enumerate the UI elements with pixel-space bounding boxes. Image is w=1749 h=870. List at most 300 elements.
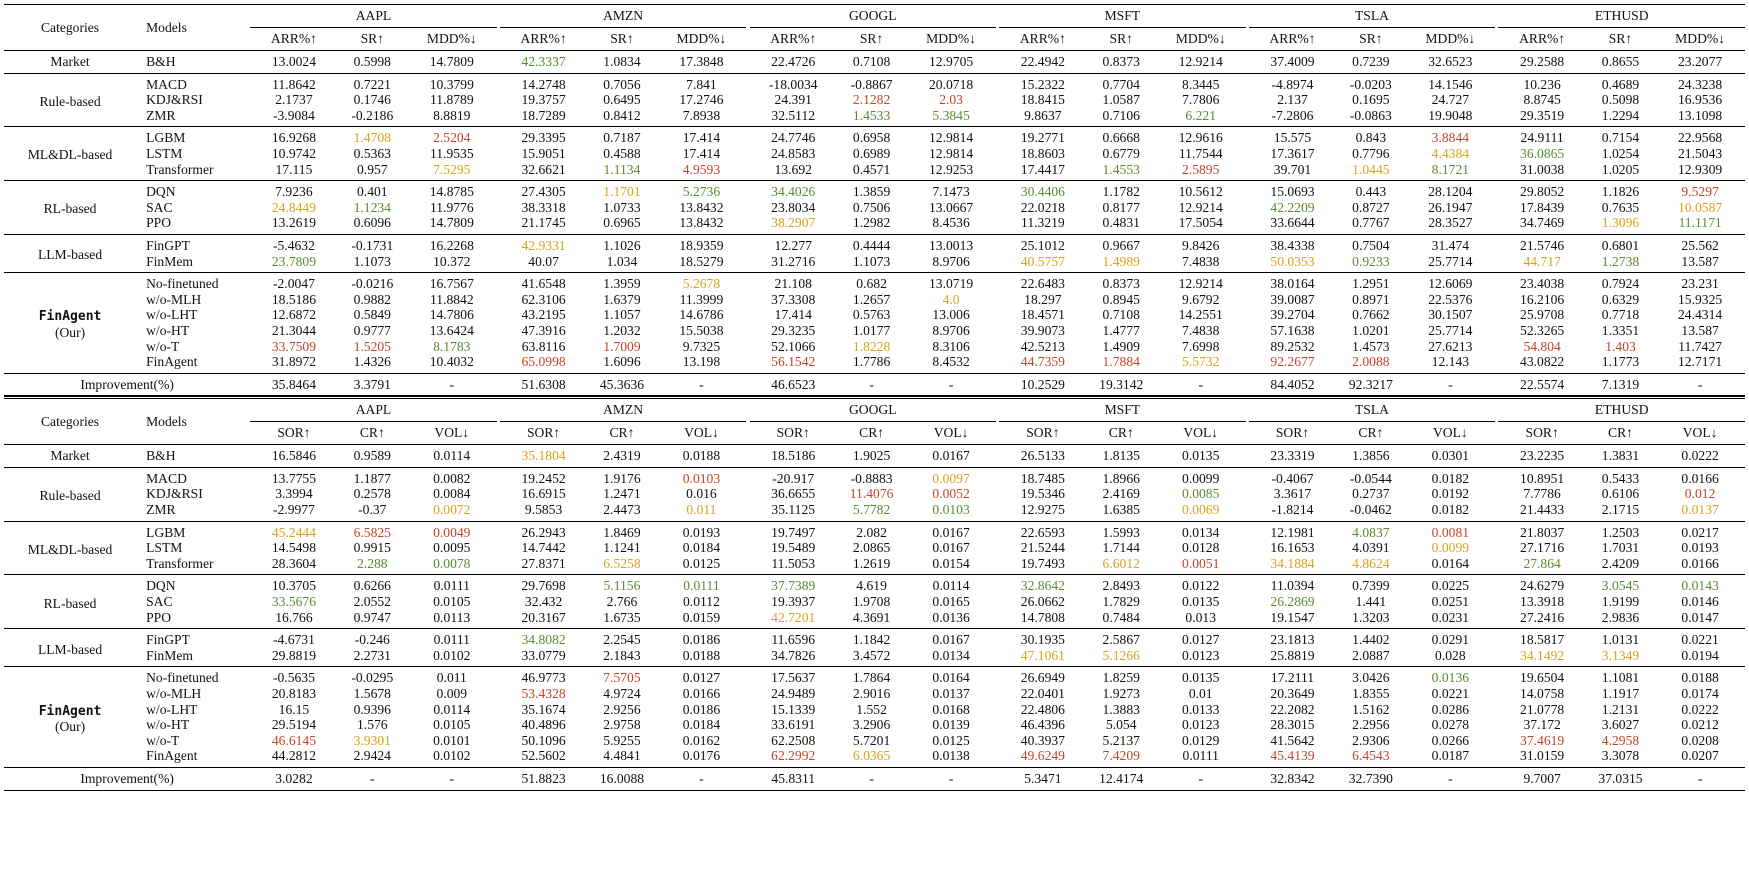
- metric-header: VOL↓: [933, 425, 969, 441]
- value-cell: 1.3859: [837, 181, 906, 200]
- value-cell: 22.6483: [999, 273, 1086, 292]
- value-cell: 13.0719: [906, 273, 996, 292]
- value-cell: 54.804: [1523, 338, 1561, 354]
- value-cell: 1.0201: [1352, 322, 1390, 338]
- value-cell: 0.0069: [1182, 502, 1220, 518]
- metric-header: SOR↑: [1525, 425, 1559, 441]
- value-cell: 1.9273: [1102, 686, 1140, 701]
- table-row: [4, 594, 1745, 610]
- value-cell: 23.2077: [1655, 51, 1745, 74]
- model-name: No-finetuned: [136, 667, 250, 686]
- value-cell: 13.692: [774, 161, 812, 177]
- value-cell: 0.2737: [1352, 486, 1390, 502]
- value-cell: 0.0193: [1681, 540, 1719, 556]
- value-cell: 0.0222: [1655, 445, 1745, 468]
- model-name: LGBM: [136, 127, 250, 146]
- value-cell: 5.2137: [1102, 732, 1140, 748]
- value-cell: 0.0105: [433, 594, 471, 610]
- value-cell: 0.9233: [1352, 253, 1390, 269]
- metric-header: ARR%↑: [520, 31, 567, 47]
- value-cell: -2.9977: [272, 502, 315, 518]
- improvement-value: 51.8823: [500, 767, 587, 790]
- improvement-value: 51.6308: [500, 373, 587, 396]
- metric-header: SR↑: [1109, 31, 1133, 47]
- value-cell: 4.4384: [1431, 145, 1470, 161]
- value-cell: 0.0286: [1431, 701, 1470, 717]
- value-cell: 1.2619: [852, 555, 891, 571]
- value-cell: 1.0834: [587, 51, 656, 74]
- value-cell: 17.414: [657, 127, 747, 146]
- value-cell: 12.143: [1431, 354, 1470, 370]
- value-cell: 37.4009: [1249, 51, 1336, 74]
- value-cell: 24.7746: [750, 127, 837, 146]
- model-name: SAC: [146, 594, 173, 610]
- improvement-value: -: [657, 767, 747, 790]
- value-cell: 12.9275: [1020, 502, 1065, 518]
- value-cell: -0.2186: [351, 107, 394, 123]
- table-row: [4, 292, 1745, 308]
- value-cell: 0.7718: [1601, 307, 1640, 323]
- value-cell: 52.5602: [521, 748, 566, 764]
- value-cell: 1.1026: [587, 234, 656, 253]
- value-cell: 0.443: [1336, 181, 1405, 200]
- value-cell: 0.682: [837, 273, 906, 292]
- model-name: DQN: [136, 181, 250, 200]
- value-cell: 13.7755: [250, 467, 337, 486]
- value-cell: 2.082: [837, 521, 906, 540]
- value-cell: 0.0125: [682, 555, 721, 571]
- value-cell: 18.5186: [750, 445, 837, 468]
- value-cell: 2.1282: [852, 92, 891, 108]
- table-row: [4, 540, 1745, 556]
- value-cell: 12.9214: [1156, 51, 1246, 74]
- value-cell: 24.4314: [1678, 307, 1723, 323]
- metric-header: ARR%↑: [1519, 31, 1566, 47]
- value-cell: 13.2619: [271, 215, 317, 231]
- value-cell: 7.4838: [1182, 253, 1220, 269]
- category-label: [4, 127, 136, 181]
- metric-header: SR↑: [360, 31, 385, 47]
- value-cell: 39.0087: [1270, 291, 1315, 307]
- value-cell: 1.4777: [1102, 322, 1140, 338]
- value-cell: 0.7108: [1102, 307, 1140, 323]
- value-cell: 19.3757: [521, 92, 566, 108]
- ticker-header-ethusd: ETHUSD: [1498, 5, 1745, 28]
- value-cell: 0.9667: [1087, 234, 1156, 253]
- value-cell: 47.3916: [521, 322, 566, 338]
- value-cell: 37.4619: [1520, 732, 1565, 748]
- value-cell: 34.7469: [1520, 215, 1565, 231]
- value-cell: 1.1877: [338, 467, 407, 486]
- value-cell: 12.9253: [928, 161, 974, 177]
- value-cell: 17.2746: [679, 92, 724, 108]
- improvement-value: -: [407, 767, 497, 790]
- improvement-value: 22.5574: [1498, 373, 1585, 396]
- model-name: LSTM: [146, 540, 183, 556]
- value-cell: 1.4708: [338, 127, 407, 146]
- table-row: [4, 445, 1745, 468]
- value-cell: 22.2082: [1270, 701, 1315, 717]
- category-name: RL-based: [43, 201, 97, 217]
- value-cell: 0.6958: [837, 127, 906, 146]
- table-row: [4, 254, 1745, 273]
- value-cell: 36.6655: [771, 486, 816, 502]
- improvement-value: -: [1655, 373, 1745, 396]
- value-cell: 7.4838: [1182, 322, 1220, 338]
- value-cell: 0.0127: [1156, 629, 1246, 648]
- value-cell: 53.4328: [521, 686, 566, 701]
- value-cell: 12.9814: [928, 145, 974, 161]
- value-cell: 0.7108: [837, 51, 906, 74]
- value-cell: 37.7389: [750, 575, 837, 594]
- value-cell: 0.0164: [906, 667, 996, 686]
- value-cell: 2.5204: [407, 127, 497, 146]
- value-cell: 0.0208: [1681, 732, 1719, 748]
- value-cell: 40.3937: [1020, 732, 1065, 748]
- value-cell: 7.5705: [587, 667, 656, 686]
- value-cell: 1.2738: [1601, 253, 1640, 269]
- value-cell: 1.8259: [1087, 667, 1156, 686]
- value-cell: 0.5998: [338, 51, 407, 74]
- value-cell: 1.5678: [353, 686, 391, 701]
- value-cell: 0.9396: [353, 701, 391, 717]
- value-cell: 45.2444: [250, 521, 337, 540]
- value-cell: 1.1842: [837, 629, 906, 648]
- value-cell: 0.0168: [932, 701, 970, 717]
- value-cell: 0.0078: [433, 555, 471, 571]
- table-row: [4, 273, 1745, 292]
- value-cell: 0.0176: [682, 748, 721, 764]
- value-cell: 5.3845: [932, 107, 970, 123]
- value-cell: 2.0887: [1352, 647, 1390, 663]
- category-note: (Our): [54, 719, 86, 735]
- category-label: [4, 445, 136, 468]
- table-row: [4, 486, 1745, 502]
- value-cell: 1.8469: [587, 521, 656, 540]
- value-cell: 1.3203: [1352, 609, 1390, 625]
- value-cell: 11.9535: [429, 145, 474, 161]
- value-cell: 11.7544: [1178, 145, 1223, 161]
- value-cell: 9.8637: [1024, 107, 1062, 123]
- table-row: [4, 502, 1745, 521]
- metric-header: CR↑: [1608, 425, 1633, 441]
- value-cell: 27.8371: [521, 555, 566, 571]
- value-cell: 10.3799: [407, 73, 497, 92]
- model-name: B&H: [136, 51, 250, 74]
- value-cell: 14.0758: [1520, 686, 1565, 701]
- value-cell: 43.0822: [1520, 354, 1565, 370]
- value-cell: 1.3959: [587, 273, 656, 292]
- value-cell: 42.2209: [1270, 199, 1315, 215]
- value-cell: 43.2195: [521, 307, 566, 323]
- value-cell: 20.3649: [1270, 686, 1315, 701]
- value-cell: 0.0114: [433, 701, 471, 717]
- value-cell: 2.288: [357, 555, 388, 571]
- value-cell: 18.8415: [1020, 92, 1065, 108]
- value-cell: 6.6012: [1102, 555, 1140, 571]
- model-name: FinAgent: [146, 354, 198, 370]
- table-row: [4, 51, 1745, 74]
- value-cell: 0.6965: [603, 215, 641, 231]
- value-cell: 1.6385: [1102, 502, 1140, 518]
- table-row: [4, 200, 1745, 216]
- table-row: [4, 556, 1745, 575]
- value-cell: 0.0072: [433, 502, 471, 518]
- value-cell: 24.8449: [271, 199, 317, 215]
- value-cell: 1.3831: [1586, 445, 1655, 468]
- metric-header: SOR↑: [526, 425, 561, 441]
- value-cell: 0.0221: [1431, 686, 1470, 701]
- value-cell: 0.9915: [353, 540, 391, 556]
- value-cell: 0.0162: [682, 732, 721, 748]
- value-cell: 2.0865: [852, 540, 891, 556]
- value-cell: 10.9742: [271, 145, 317, 161]
- value-cell: 0.7484: [1102, 609, 1140, 625]
- improvement-label: Improvement(%): [4, 767, 250, 790]
- value-cell: 1.6096: [603, 354, 641, 370]
- value-cell: 0.0182: [1406, 467, 1496, 486]
- model-name: B&H: [136, 445, 250, 468]
- value-cell: 0.7635: [1601, 199, 1640, 215]
- value-cell: 25.7714: [1428, 322, 1473, 338]
- value-cell: 28.1204: [1406, 181, 1496, 200]
- value-cell: -0.8867: [837, 73, 906, 92]
- value-cell: 41.6548: [500, 273, 587, 292]
- value-cell: 0.401: [338, 181, 407, 200]
- value-cell: 1.7829: [1102, 594, 1140, 610]
- value-cell: 50.1096: [521, 732, 566, 748]
- value-cell: 37.3308: [771, 291, 816, 307]
- value-cell: 40.4896: [521, 717, 566, 733]
- value-cell: 25.8819: [1270, 647, 1315, 663]
- value-cell: 25.9708: [1520, 307, 1565, 323]
- improvement-value: -: [1655, 767, 1745, 790]
- value-cell: 0.0051: [1182, 555, 1220, 571]
- value-cell: 24.8583: [771, 145, 816, 161]
- value-cell: 22.6593: [999, 521, 1086, 540]
- improvement-value: 12.4174: [1087, 767, 1156, 790]
- value-cell: 15.575: [1249, 127, 1336, 146]
- value-cell: 5.9255: [603, 732, 641, 748]
- value-cell: 1.1134: [603, 161, 641, 177]
- value-cell: 38.3318: [521, 199, 566, 215]
- value-cell: 0.0184: [682, 717, 721, 733]
- model-name: SAC: [146, 199, 173, 215]
- value-cell: 0.0159: [682, 609, 721, 625]
- table-row: [4, 127, 1745, 146]
- value-cell: 1.4573: [1352, 338, 1390, 354]
- value-cell: 17.5054: [1178, 215, 1223, 231]
- metric-header: ARR%↑: [1269, 31, 1316, 47]
- value-cell: 5.2736: [657, 181, 747, 200]
- metric-header: CR↑: [1358, 425, 1384, 441]
- improvement-value: 32.7390: [1336, 767, 1405, 790]
- value-cell: 0.0194: [1681, 647, 1719, 663]
- value-cell: 39.9073: [1020, 322, 1065, 338]
- value-cell: 11.6596: [750, 629, 837, 648]
- value-cell: 23.7809: [271, 253, 317, 269]
- value-cell: 6.221: [1185, 107, 1217, 123]
- value-cell: 0.0137: [932, 686, 970, 701]
- value-cell: 0.0128: [1182, 540, 1220, 556]
- metric-header: VOL↓: [434, 425, 470, 441]
- category-label: [4, 629, 136, 667]
- value-cell: 0.4831: [1102, 215, 1140, 231]
- table-row: [4, 686, 1745, 702]
- value-cell: 2.9424: [353, 748, 391, 764]
- value-cell: 22.4806: [1020, 701, 1065, 717]
- value-cell: 0.0103: [932, 502, 970, 518]
- value-cell: 8.8819: [433, 107, 471, 123]
- value-cell: -1.8214: [1271, 502, 1314, 518]
- value-cell: 0.0084: [433, 486, 471, 502]
- value-cell: 19.7493: [1020, 555, 1065, 571]
- value-cell: 46.6145: [271, 732, 317, 748]
- value-cell: 0.0167: [932, 540, 970, 556]
- value-cell: 25.7714: [1428, 253, 1473, 269]
- value-cell: 1.4553: [1102, 161, 1140, 177]
- model-name: Transformer: [146, 555, 214, 571]
- categories-header: Categories: [4, 5, 136, 51]
- ticker-header-ethusd: ETHUSD: [1498, 398, 1745, 422]
- value-cell: -0.1731: [338, 234, 407, 253]
- value-cell: 1.9708: [852, 594, 891, 610]
- value-cell: 1.3856: [1336, 445, 1405, 468]
- value-cell: -0.0863: [1349, 107, 1392, 123]
- value-cell: 0.9777: [353, 322, 391, 338]
- value-cell: 23.3319: [1249, 445, 1336, 468]
- value-cell: 21.0778: [1520, 701, 1565, 717]
- table-row: [4, 162, 1745, 181]
- value-cell: 1.0205: [1601, 161, 1640, 177]
- value-cell: 0.0113: [433, 609, 471, 625]
- improvement-label: Improvement(%): [4, 373, 250, 396]
- value-cell: 9.6792: [1182, 291, 1220, 307]
- value-cell: 5.2678: [657, 273, 747, 292]
- value-cell: 2.5867: [1087, 629, 1156, 648]
- ticker-header-amzn: AMZN: [500, 398, 746, 422]
- value-cell: 12.7171: [1678, 354, 1723, 370]
- metric-header: MDD%↓: [676, 31, 727, 47]
- value-cell: 1.0587: [1102, 92, 1140, 108]
- table-row: [4, 575, 1745, 594]
- value-cell: 26.1947: [1428, 199, 1473, 215]
- model-name: FinMem: [146, 253, 193, 269]
- value-cell: 10.236: [1498, 73, 1585, 92]
- value-cell: -0.4067: [1249, 467, 1336, 486]
- value-cell: 4.4841: [603, 748, 641, 764]
- value-cell: 1.1782: [1087, 181, 1156, 200]
- value-cell: 18.7485: [999, 467, 1086, 486]
- value-cell: 17.3617: [1270, 145, 1315, 161]
- value-cell: 0.0167: [906, 521, 996, 540]
- table-row: [4, 717, 1745, 733]
- table-row: [4, 521, 1745, 540]
- value-cell: 0.7154: [1586, 127, 1655, 146]
- value-cell: 11.5053: [771, 555, 816, 571]
- value-cell: 0.0301: [1406, 445, 1496, 468]
- value-cell: 14.1546: [1406, 73, 1496, 92]
- models-header: Models: [136, 5, 250, 51]
- model-name: w/o-HT: [146, 717, 190, 733]
- value-cell: 2.9016: [852, 686, 891, 701]
- value-cell: 14.7809: [429, 215, 474, 231]
- value-cell: 6.0365: [852, 748, 891, 764]
- value-cell: 21.4433: [1520, 502, 1565, 518]
- model-name: w/o-MLH: [146, 686, 202, 701]
- value-cell: 30.1507: [1428, 307, 1473, 323]
- value-cell: -7.2806: [1271, 107, 1314, 123]
- value-cell: 13.8432: [679, 215, 724, 231]
- value-cell: 14.2551: [1178, 307, 1223, 323]
- value-cell: 0.5098: [1601, 92, 1640, 108]
- value-cell: 28.3604: [271, 555, 317, 571]
- value-cell: 1.8966: [1087, 467, 1156, 486]
- value-cell: 0.0207: [1681, 748, 1719, 764]
- value-cell: 2.9758: [603, 717, 641, 733]
- value-cell: 1.1917: [1601, 686, 1640, 701]
- value-cell: 29.7698: [500, 575, 587, 594]
- value-cell: 18.8603: [1020, 145, 1065, 161]
- value-cell: 4.3691: [852, 609, 891, 625]
- model-name: ZMR: [146, 502, 176, 518]
- value-cell: 0.0082: [407, 467, 497, 486]
- value-cell: 18.7289: [521, 107, 566, 123]
- value-cell: 1.1073: [852, 253, 891, 269]
- value-cell: 44.7359: [1020, 354, 1065, 370]
- ticker-header-aapl: AAPL: [250, 5, 496, 28]
- value-cell: 63.8116: [521, 338, 566, 354]
- value-cell: 12.1981: [1249, 521, 1336, 540]
- value-cell: 0.0114: [906, 575, 996, 594]
- improvement-value: -: [1156, 373, 1246, 396]
- value-cell: 1.6735: [603, 609, 641, 625]
- value-cell: 0.7056: [587, 73, 656, 92]
- value-cell: 5.1266: [1102, 647, 1140, 663]
- value-cell: 1.0445: [1352, 161, 1390, 177]
- value-cell: 23.2235: [1498, 445, 1585, 468]
- value-cell: 8.9706: [932, 253, 970, 269]
- value-cell: 6.5258: [603, 555, 641, 571]
- value-cell: 0.0166: [1655, 467, 1745, 486]
- value-cell: 0.0188: [682, 647, 721, 663]
- value-cell: 49.6249: [1020, 748, 1065, 764]
- table-row: [4, 323, 1745, 339]
- table-row: [4, 73, 1745, 92]
- value-cell: 1.1773: [1601, 354, 1640, 370]
- value-cell: 34.4026: [750, 181, 837, 200]
- value-cell: 4.0: [942, 291, 960, 307]
- value-cell: 0.4689: [1586, 73, 1655, 92]
- value-cell: 1.2032: [603, 322, 641, 338]
- metric-header: SOR↑: [277, 425, 311, 441]
- metric-header: SR↑: [1359, 31, 1383, 47]
- value-cell: 13.1098: [1678, 107, 1723, 123]
- value-cell: 1.2951: [1336, 273, 1405, 292]
- metric-header: SOR↑: [1275, 425, 1310, 441]
- value-cell: 0.7767: [1352, 215, 1390, 231]
- value-cell: 29.3519: [1520, 107, 1565, 123]
- value-cell: 12.6872: [271, 307, 317, 323]
- table-row: [4, 307, 1745, 323]
- value-cell: 50.0353: [1270, 253, 1315, 269]
- value-cell: 0.0049: [407, 521, 497, 540]
- metric-header: MDD%↓: [1175, 31, 1226, 47]
- value-cell: 0.7796: [1352, 145, 1390, 161]
- value-cell: 24.9111: [1498, 127, 1585, 146]
- value-cell: 65.0998: [521, 354, 566, 370]
- value-cell: 1.403: [1605, 338, 1636, 354]
